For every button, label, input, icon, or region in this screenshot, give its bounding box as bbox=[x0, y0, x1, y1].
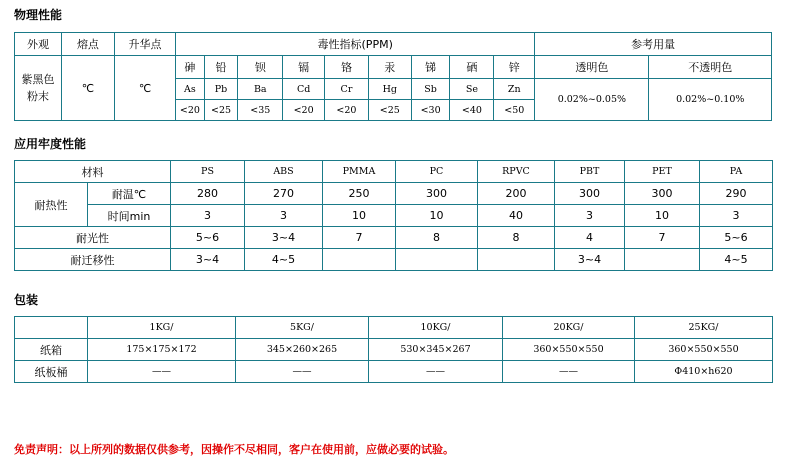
elements-zh-row bbox=[15, 56, 772, 79]
light-fastness-value: 7 bbox=[625, 227, 700, 249]
header-material: 材料 bbox=[15, 161, 171, 183]
light-fastness-row bbox=[15, 227, 773, 249]
element-zh: 砷 bbox=[176, 56, 205, 79]
migration-value bbox=[625, 249, 700, 271]
drum-size: —— bbox=[503, 361, 635, 383]
migration-row bbox=[15, 249, 773, 271]
header-opaque: 不透明色 bbox=[649, 56, 772, 79]
temperature-value: 290 bbox=[700, 183, 773, 205]
header-sublimation-point: 升华点 bbox=[114, 33, 175, 56]
light-fastness-value: 3~4 bbox=[245, 227, 323, 249]
package-weight: 1KG/ bbox=[88, 317, 236, 339]
time-value: 3 bbox=[555, 205, 625, 227]
physical-header-row bbox=[15, 33, 772, 56]
packaging-empty-header bbox=[15, 317, 88, 339]
drum-size: Φ410×h620 bbox=[635, 361, 773, 383]
header-toxicity: 毒性指标(PPM) bbox=[176, 33, 535, 56]
package-weight: 20KG/ bbox=[503, 317, 635, 339]
element-symbol: Ba bbox=[238, 79, 283, 100]
light-fastness-value: 5~6 bbox=[171, 227, 245, 249]
materials-row bbox=[15, 161, 773, 183]
element-zh: 钡 bbox=[238, 56, 283, 79]
element-symbol: Pb bbox=[204, 79, 238, 100]
migration-value: 3~4 bbox=[171, 249, 245, 271]
toxicity-limit: <20 bbox=[283, 100, 325, 121]
material-name: ABS bbox=[245, 161, 323, 183]
fastness-section-title: 应用牢度性能 bbox=[14, 137, 87, 151]
light-fastness-value: 8 bbox=[396, 227, 478, 249]
time-value: 3 bbox=[171, 205, 245, 227]
light-fastness-value: 7 bbox=[323, 227, 396, 249]
element-zh: 硒 bbox=[450, 56, 494, 79]
element-symbol: As bbox=[176, 79, 205, 100]
packaging-weights-row bbox=[15, 317, 773, 339]
light-fastness-value: 4 bbox=[555, 227, 625, 249]
temperature-value: 280 bbox=[171, 183, 245, 205]
opaque-dosage-value: 0.02%~0.10% bbox=[649, 79, 772, 121]
carton-size: 175×175×172 bbox=[88, 339, 236, 361]
appearance-line2: 粉末 bbox=[26, 90, 49, 103]
element-symbol: Cr bbox=[325, 79, 369, 100]
carton-size: 360×550×550 bbox=[635, 339, 773, 361]
temperature-label: 耐温℃ bbox=[88, 183, 171, 205]
drum-size: —— bbox=[88, 361, 236, 383]
appearance-cell bbox=[15, 56, 62, 121]
migration-label: 耐迁移性 bbox=[15, 249, 171, 271]
light-fastness-value: 8 bbox=[478, 227, 555, 249]
migration-value bbox=[323, 249, 396, 271]
temperature-value: 300 bbox=[625, 183, 700, 205]
package-weight: 5KG/ bbox=[236, 317, 369, 339]
carton-row bbox=[15, 339, 773, 361]
temperature-value: 200 bbox=[478, 183, 555, 205]
time-label: 时间min bbox=[88, 205, 171, 227]
element-symbol: Zn bbox=[494, 79, 535, 100]
transparent-dosage-value: 0.02%~0.05% bbox=[535, 79, 649, 121]
temperature-value: 300 bbox=[555, 183, 625, 205]
element-zh: 镉 bbox=[283, 56, 325, 79]
time-value: 3 bbox=[700, 205, 773, 227]
temperature-row bbox=[15, 183, 773, 205]
time-row bbox=[15, 205, 773, 227]
time-value: 10 bbox=[625, 205, 700, 227]
material-name: RPVC bbox=[478, 161, 555, 183]
material-name: PC bbox=[396, 161, 478, 183]
toxicity-limit: <40 bbox=[450, 100, 494, 121]
material-name: PA bbox=[700, 161, 773, 183]
migration-value: 3~4 bbox=[555, 249, 625, 271]
carton-size: 360×550×550 bbox=[503, 339, 635, 361]
toxicity-limit: <25 bbox=[368, 100, 411, 121]
element-zh: 铅 bbox=[204, 56, 238, 79]
appearance-line1: 紫黑色 bbox=[21, 73, 55, 86]
element-symbol: Hg bbox=[368, 79, 411, 100]
temperature-value: 250 bbox=[323, 183, 396, 205]
element-zh: 锌 bbox=[494, 56, 535, 79]
carton-size: 345×260×265 bbox=[236, 339, 369, 361]
heat-resistance-label: 耐热性 bbox=[15, 183, 88, 227]
time-value: 10 bbox=[396, 205, 478, 227]
toxicity-limit: <35 bbox=[238, 100, 283, 121]
light-fastness-label: 耐光性 bbox=[15, 227, 171, 249]
drum-size: —— bbox=[236, 361, 369, 383]
physical-section-title: 物理性能 bbox=[14, 8, 63, 22]
header-melting-point: 熔点 bbox=[61, 33, 114, 56]
temperature-value: 270 bbox=[245, 183, 323, 205]
header-appearance: 外观 bbox=[15, 33, 62, 56]
migration-value bbox=[396, 249, 478, 271]
element-symbol: Se bbox=[450, 79, 494, 100]
temperature-value: 300 bbox=[396, 183, 478, 205]
carton-size: 530×345×267 bbox=[369, 339, 503, 361]
element-symbol: Cd bbox=[283, 79, 325, 100]
toxicity-limit: <20 bbox=[176, 100, 205, 121]
physical-properties-table bbox=[14, 32, 772, 121]
melting-point-value: ℃ bbox=[61, 56, 114, 121]
material-name: PET bbox=[625, 161, 700, 183]
drum-label: 纸板桶 bbox=[15, 361, 88, 383]
time-value: 40 bbox=[478, 205, 555, 227]
migration-value: 4~5 bbox=[245, 249, 323, 271]
package-weight: 25KG/ bbox=[635, 317, 773, 339]
time-value: 3 bbox=[245, 205, 323, 227]
toxicity-limit: <25 bbox=[204, 100, 238, 121]
packaging-table bbox=[14, 316, 773, 383]
material-name: PBT bbox=[555, 161, 625, 183]
element-symbol: Sb bbox=[411, 79, 450, 100]
material-name: PMMA bbox=[323, 161, 396, 183]
element-zh: 汞 bbox=[368, 56, 411, 79]
packaging-section-title: 包装 bbox=[14, 293, 39, 307]
element-zh: 锑 bbox=[411, 56, 450, 79]
header-transparent: 透明色 bbox=[535, 56, 649, 79]
migration-value bbox=[478, 249, 555, 271]
header-dosage: 参考用量 bbox=[535, 33, 772, 56]
toxicity-limit: <50 bbox=[494, 100, 535, 121]
sublimation-point-value: ℃ bbox=[114, 56, 175, 121]
toxicity-limit: <20 bbox=[325, 100, 369, 121]
drum-size: —— bbox=[369, 361, 503, 383]
drum-row bbox=[15, 361, 773, 383]
element-zh: 铬 bbox=[325, 56, 369, 79]
time-value: 10 bbox=[323, 205, 396, 227]
migration-value: 4~5 bbox=[700, 249, 773, 271]
material-name: PS bbox=[171, 161, 245, 183]
package-weight: 10KG/ bbox=[369, 317, 503, 339]
fastness-table bbox=[14, 160, 773, 271]
carton-label: 纸箱 bbox=[15, 339, 88, 361]
light-fastness-value: 5~6 bbox=[700, 227, 773, 249]
disclaimer: 免责声明：以上所列的数据仅供参考，因操作不尽相同，客户在使用前，应做必要的试验。 bbox=[14, 443, 454, 456]
toxicity-limit: <30 bbox=[411, 100, 450, 121]
